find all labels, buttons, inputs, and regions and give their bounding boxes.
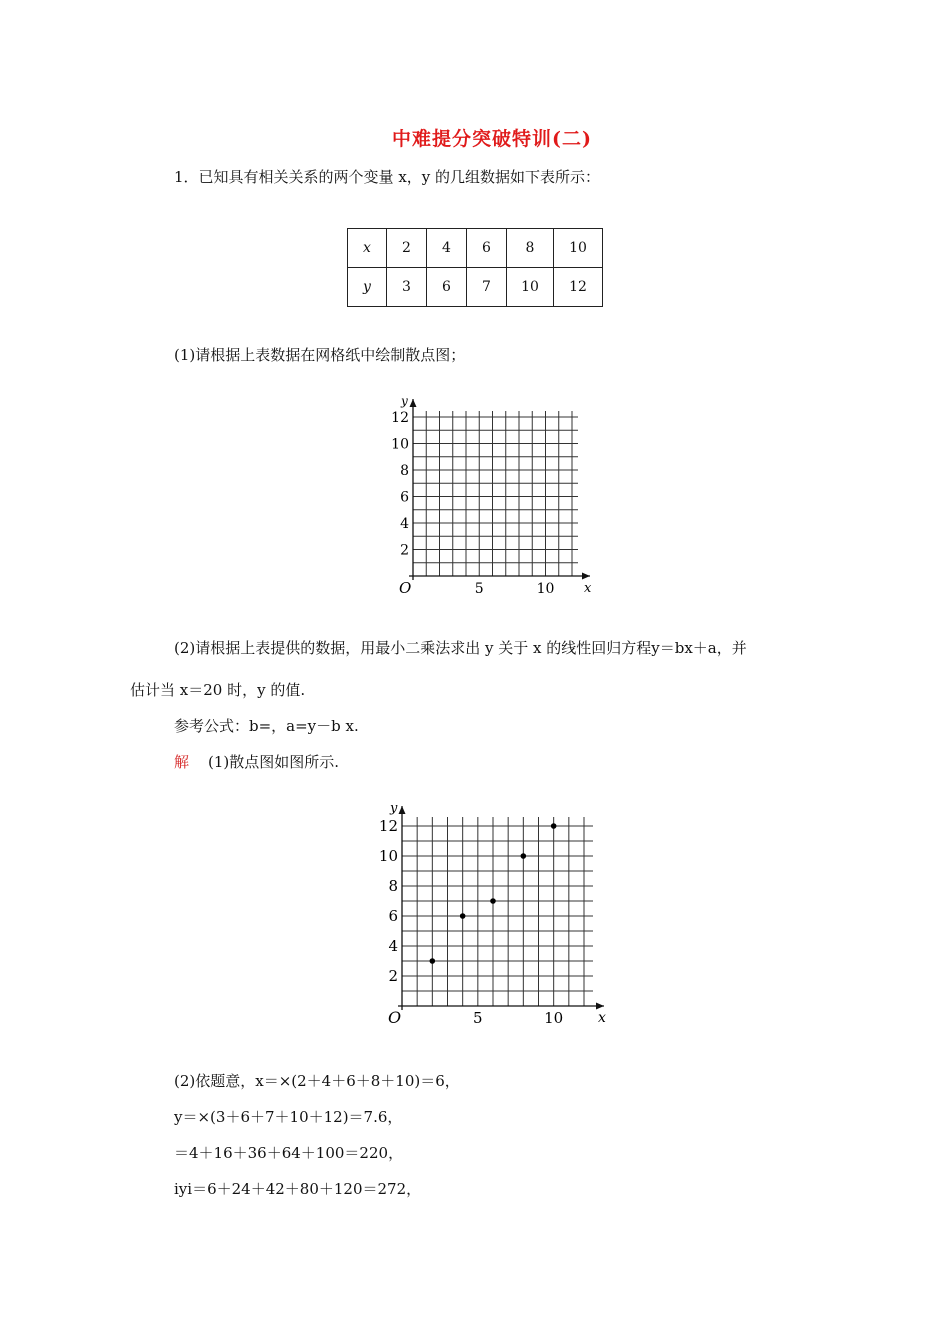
- x-axis-label: x: [584, 581, 592, 596]
- y-tick-label: 4: [388, 937, 398, 955]
- y-axis-arrow: [410, 399, 417, 407]
- empty-grid-chart: [360, 376, 610, 608]
- table-cell: 2: [387, 229, 427, 268]
- table-cell: 12: [554, 268, 603, 307]
- y-tick-label: 2: [388, 967, 398, 985]
- table-cell: 10: [507, 268, 554, 307]
- solution-line-4: iyi＝6＋24＋42＋80＋120＝272，: [174, 1180, 422, 1198]
- table-cell: 6: [467, 229, 507, 268]
- x-axis-label: x: [598, 1010, 606, 1026]
- page-title: 中难提分突破特训(二): [392, 128, 592, 150]
- y-tick-label: 10: [391, 436, 409, 453]
- y-tick-label: 6: [388, 907, 398, 925]
- solution-line-3: ＝4＋16＋36＋64＋100＝220，: [174, 1144, 404, 1162]
- data-point: [430, 958, 436, 964]
- x-axis-arrow: [582, 573, 590, 580]
- y-tick-label: 8: [388, 877, 398, 895]
- origin-label: O: [399, 579, 412, 597]
- x-tick-label: 5: [474, 581, 484, 597]
- problem-intro: 1．已知具有相关关系的两个变量 x，y 的几组数据如下表所示：: [174, 168, 601, 186]
- solution-label: 解: [174, 753, 190, 771]
- y-tick-label: 12: [378, 817, 398, 835]
- y-tick-label: 6: [400, 489, 409, 506]
- y-tick-label: 8: [400, 463, 409, 479]
- problem-part1: (1)请根据上表数据在网格纸中绘制散点图；: [174, 346, 466, 364]
- table-cell: 4: [427, 229, 467, 268]
- y-axis-label: y: [390, 801, 398, 816]
- y-axis-label: y: [401, 394, 408, 408]
- data-point: [490, 898, 496, 904]
- problem-part2-line1: (2)请根据上表提供的数据，用最小二乘法求出 y 关于 x 的线性回归方程y＝bx＋a，并: [174, 639, 747, 657]
- reference-formula: 参考公式：b=，a=y－b x.: [174, 717, 359, 735]
- data-point: [551, 823, 557, 829]
- table-row-label-x: x: [348, 229, 387, 268]
- table-cell: 7: [467, 268, 507, 307]
- y-tick-label: 10: [378, 847, 398, 865]
- data-point: [521, 853, 527, 859]
- data-table: [347, 228, 603, 307]
- y-tick-label: 2: [400, 542, 409, 559]
- solution-line-1: (2)依题意，x＝×(2＋4＋6＋8＋10)＝6，: [174, 1072, 460, 1090]
- x-tick-label: 10: [544, 1009, 564, 1027]
- table-row: [348, 229, 603, 268]
- solution-line-2: y＝×(3＋6＋7＋10＋12)＝7.6，: [174, 1108, 403, 1126]
- scatter-chart: [355, 784, 625, 1040]
- x-tick-label: 10: [536, 581, 555, 597]
- y-tick-label: 4: [400, 516, 409, 532]
- solution-part1: (1)散点图如图所示.: [208, 753, 340, 771]
- table-cell: 6: [427, 268, 467, 307]
- table-row-label-y: y: [348, 268, 387, 307]
- y-tick-label: 12: [391, 410, 409, 426]
- data-point: [460, 913, 466, 919]
- origin-label: O: [388, 1008, 402, 1027]
- table-cell: 3: [387, 268, 427, 307]
- problem-part2-line2: 估计当 x＝20 时，y 的值.: [130, 681, 306, 699]
- table-cell: 10: [554, 229, 603, 268]
- table-row: [348, 268, 603, 307]
- x-axis-arrow: [596, 1003, 604, 1010]
- x-tick-label: 5: [473, 1009, 483, 1027]
- table-cell: 8: [507, 229, 554, 268]
- y-axis-arrow: [399, 806, 406, 814]
